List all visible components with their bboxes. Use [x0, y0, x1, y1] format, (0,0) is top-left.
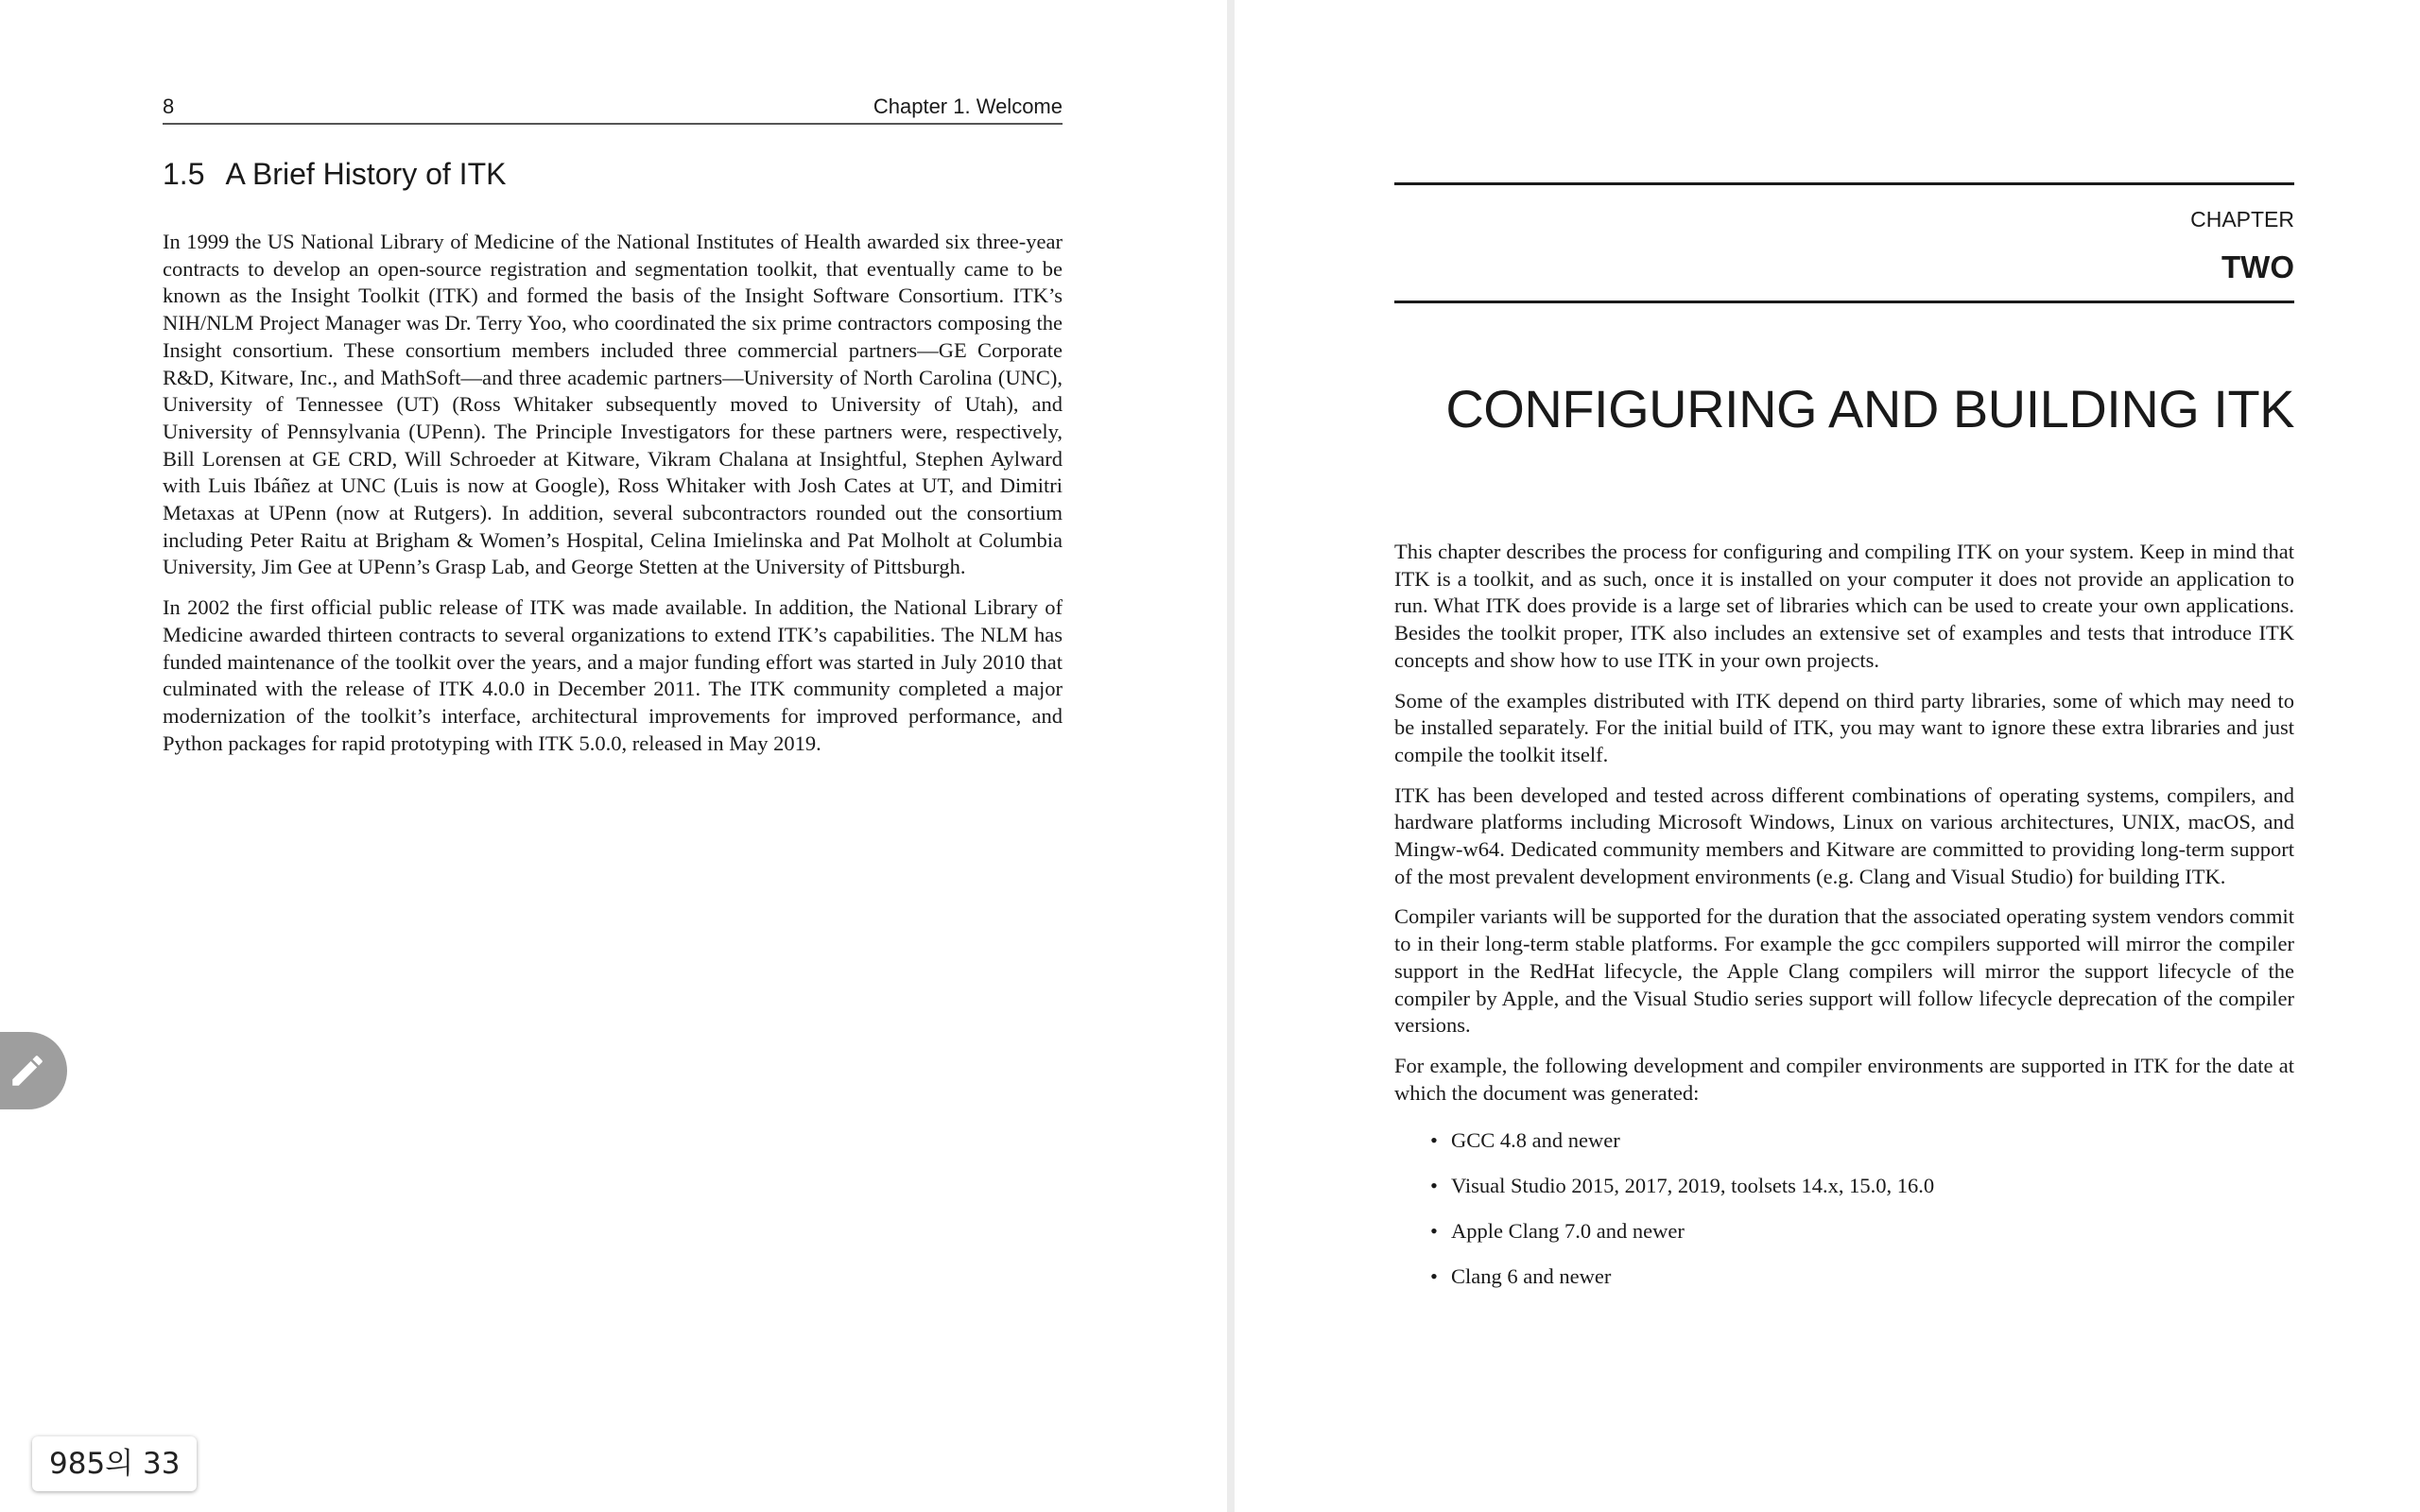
- list-item: [1394, 1218, 2294, 1246]
- list-item: [1394, 1173, 2294, 1200]
- left-page-body: [163, 229, 1063, 770]
- chapter-number: TWO: [2221, 249, 2294, 284]
- chapter-bottom-rule: [1394, 301, 2294, 303]
- chapter-paragraph-2: Some of the examples distributed with ITK depend on third party libraries, some of which may need to be installed separately. For the initial build of ITK, you may want to ignore these extra libraries and just compile the toolkit itself.: [1394, 688, 2294, 766]
- chapter-paragraph-4: Compiler variants will be supported for the duration that the associated operating system vendors commit to in their long-term stable platforms. For example the gcc compilers supported will mirror the compiler support in the RedHat lifecycle, the Apple Clang compilers will mirror the support lifecycle of the compiler by Apple, and the Visual Studio series support will follow lifecycle deprecation of the compiler versions.: [1394, 904, 2294, 1038]
- bullet-icon: •: [1430, 1219, 1438, 1244]
- bullet-icon: •: [1430, 1264, 1438, 1289]
- chapter-paragraph-1: This chapter describes the process for configuring and compiling ITK on your system. Keep in mind that ITK is a toolkit, and as such, once it is installed on your computer it does not provide an application to run. What ITK does provide is a large set of libraries which can be used to create your own applications. Besides the toolkit proper, ITK also includes an extensive set of examples and tests that introduce ITK concepts and show how to use ITK in your own projects.: [1394, 540, 2294, 672]
- list-item-text: Clang 6 and newer: [1451, 1264, 1612, 1289]
- history-paragraph-2: In 2002 the first official public release of ITK was made available. In addition, the National Library of Medicine awarded thirteen contracts to several organizations to extend ITK’s capabilities. The NLM has funded maintenance of the toolkit over the years, and a major funding effort was started in July 2010 that culminated with the release of ITK 4.0.0 in December 2011. The ITK community completed a major modernization of the toolkit’s interface, architectural improvements for improved performance, and Python packages for rapid prototyping with ITK 5.0.0, released in May 2019.: [163, 595, 1063, 755]
- section-number: 1.5: [163, 157, 205, 191]
- page-indicator: 985의 33: [32, 1436, 197, 1491]
- bullet-icon: •: [1430, 1128, 1438, 1153]
- supported-environments-list: [1394, 1127, 2294, 1291]
- list-item-text: Visual Studio 2015, 2017, 2019, toolsets 14.x, 15.0, 16.0: [1451, 1174, 1935, 1198]
- list-item: [1394, 1263, 2294, 1291]
- chapter-label: CHAPTER: [2190, 207, 2294, 232]
- page-gutter: [1227, 0, 1235, 1512]
- bullet-icon: •: [1430, 1174, 1438, 1198]
- running-header-chapter: Chapter 1. Welcome: [873, 94, 1063, 118]
- chapter-top-rule: [1394, 182, 2294, 185]
- pencil-icon: [8, 1051, 47, 1091]
- history-paragraph-1: In 1999 the US National Library of Medicine of the National Institutes of Health awarded six three-year contracts to develop an open-source registration and segmentation toolkit, that eventually came to be known as the Insight Toolkit (ITK) and formed the basis of the Insight Software Consortium. ITK’s NIH/NLM Project Manager was Dr. Terry Yoo, who coordinated the six prime contractors composing the Insight consortium. These consortium members included three commercial partners—GE Corporate R&D, Kitware, Inc., and MathSoft—and three academic partners—University of North Carolina (UNC), University of Tennessee (UT) (Ross Whitaker subsequently moved to University of Utah), and University of Pennsylvania (UPenn). The Principle Investigators for these partners were, respectively, Bill Lorensen at GE CRD, Will Schroeder at Kitware, Vikram Chalana at Insightful, Stephen Aylward with Luis Ibáñez at UNC (Luis is now at Google), Ross Whitaker with Josh Cates at UT, and Dimitri Metaxas at UPenn (now at Rutgers). In addition, several subcontractors rounded out the consortium including Peter Raitu at Brigham & Women’s Hospital, Celina Imielinska and Pat Molholt at Columbia University, Jim Gee at UPenn’s Grasp Lab, and George Stetten at the University of Pittsburgh.: [163, 230, 1063, 579]
- list-item: [1394, 1127, 2294, 1155]
- chapter-title: CONFIGURING AND BUILDING ITK: [1445, 379, 2294, 438]
- list-item-text: Apple Clang 7.0 and newer: [1451, 1219, 1685, 1244]
- chapter-paragraph-3: ITK has been developed and tested across different combinations of operating systems, compilers, and hardware platforms including Microsoft Windows, Linux on various architectures, UNIX, macOS, and Mingw-w64. Dedicated community members and Kitware are committed to providing long-term support of the most prevalent development environments (e.g. Clang and Visual Studio) for building ITK.: [1394, 782, 2294, 888]
- list-item-text: GCC 4.8 and newer: [1451, 1128, 1620, 1153]
- chapter-paragraph-5: For example, the following development and compiler environments are supported in ITK for the date at which the document was generated:: [1394, 1053, 2294, 1105]
- running-header: [163, 94, 1063, 125]
- right-page-body: [1394, 539, 2294, 1309]
- page-number: 8: [163, 94, 175, 118]
- section-heading: [163, 157, 506, 192]
- section-title: A Brief History of ITK: [225, 157, 507, 191]
